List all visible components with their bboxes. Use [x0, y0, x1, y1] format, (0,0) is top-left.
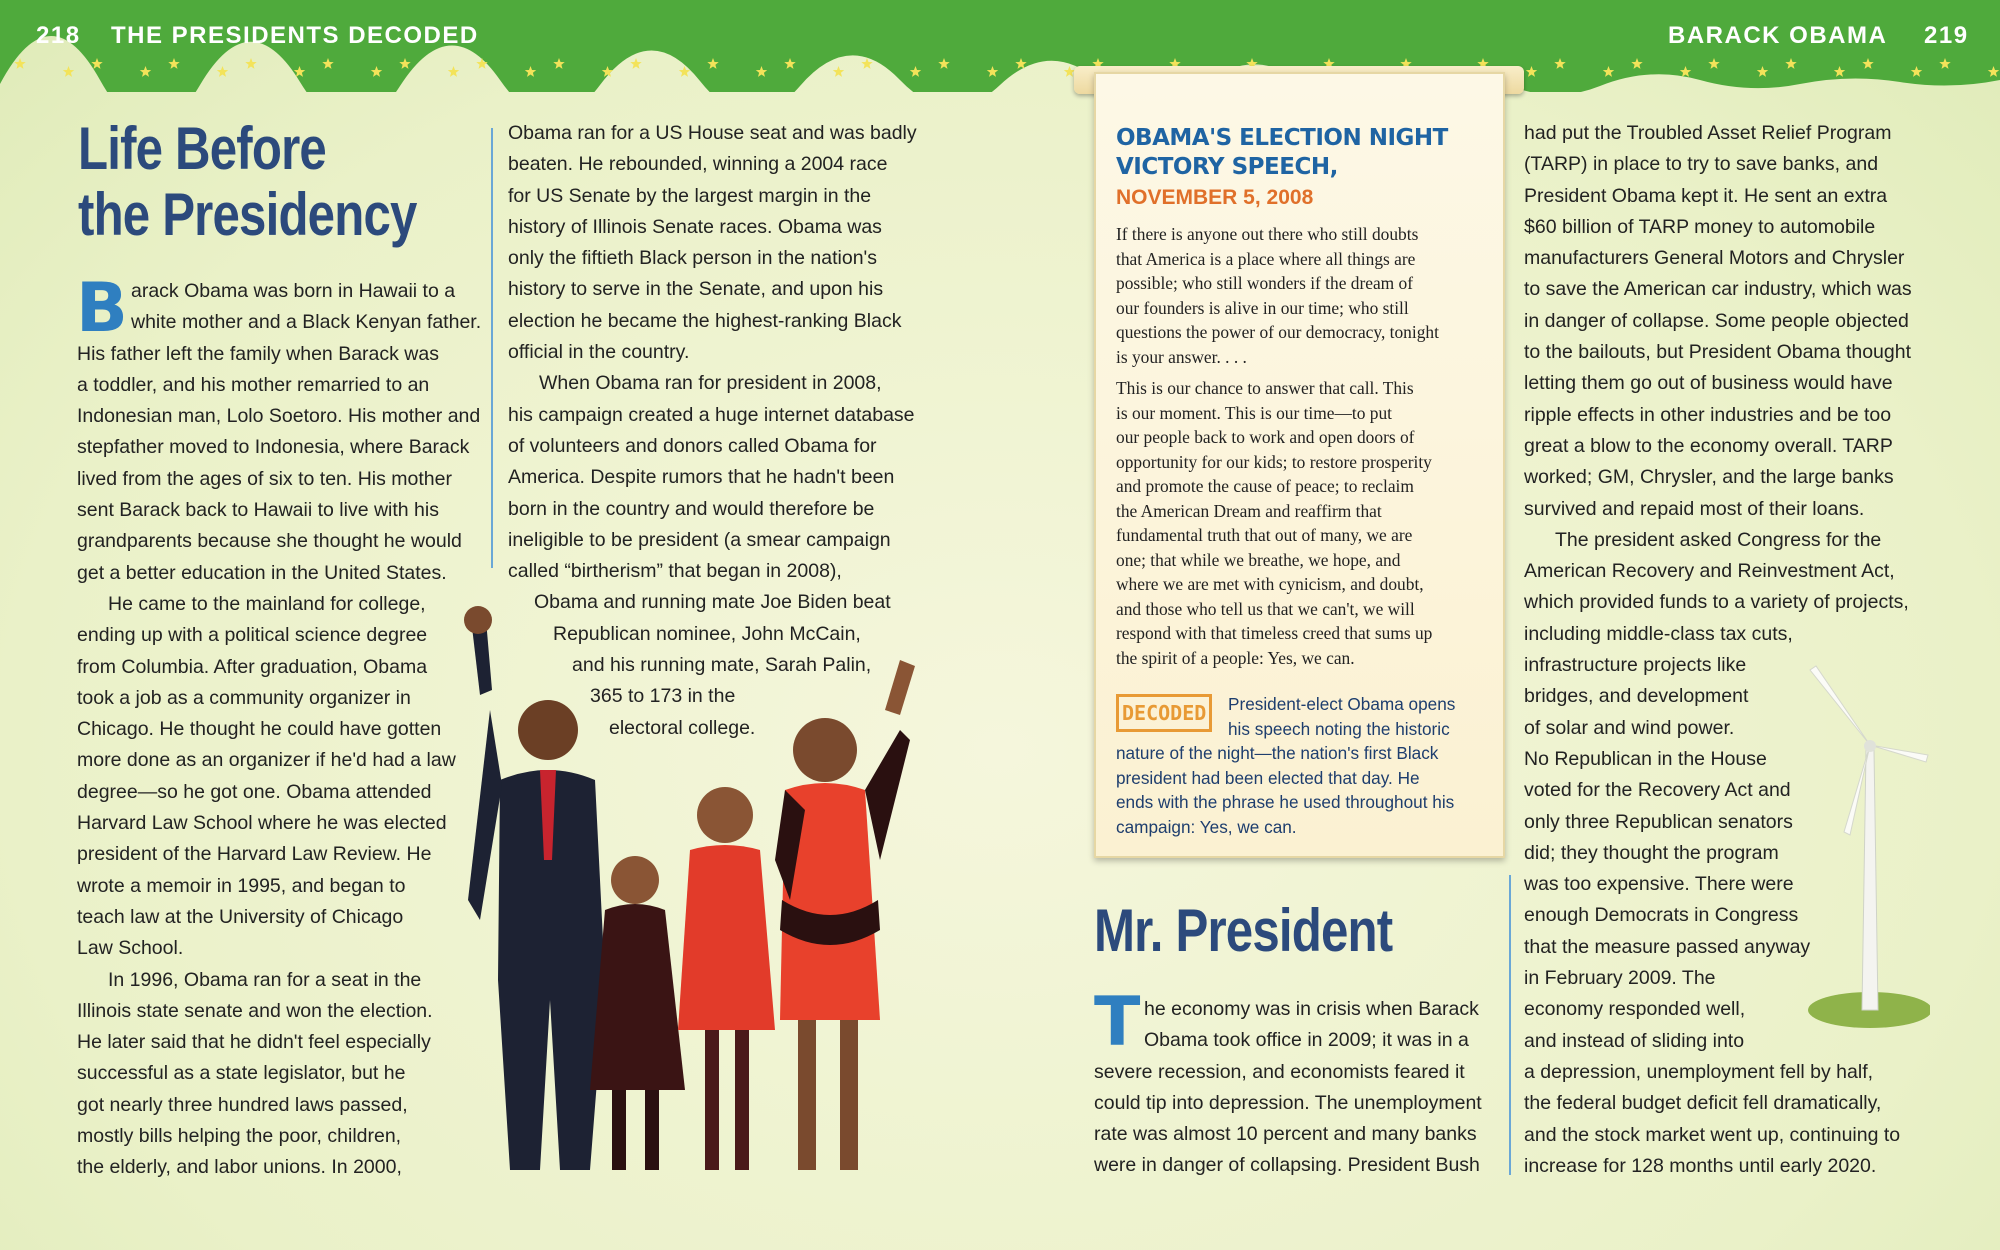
text-line: respond with that timeless creed that sums up — [1116, 623, 1433, 643]
text-line: and those who tell us that we can't, we will — [1116, 598, 1415, 619]
text-line: economy responded well, — [1524, 998, 1746, 1021]
text-line: where we are met with cynicism, and doubt, — [1116, 574, 1424, 594]
text-line: only the fiftieth Black person in the nation's — [508, 247, 878, 270]
text-line: could tip into depression. The unemployment — [1094, 1091, 1482, 1114]
text-line: sent Barack back to Hawaii to live with his — [77, 499, 439, 522]
text-line: (TARP) in place to try to save banks, and — [1524, 153, 1879, 176]
star-icon — [63, 66, 74, 77]
text-line: Law School. — [77, 937, 184, 960]
text-line: and instead of sliding into — [1524, 1029, 1745, 1052]
text-line: severe recession, and economists feared it — [1094, 1060, 1465, 1083]
text-line: was too expensive. There were — [1524, 873, 1794, 896]
speech-heading-line: OBAMA'S ELECTION NIGHT — [1116, 125, 1448, 151]
text-line: he economy was in crisis when Barack — [1144, 998, 1479, 1020]
speech-heading-line: VICTORY SPEECH, — [1116, 154, 1338, 180]
text-line: and the stock market went up, continuing to — [1524, 1123, 1901, 1146]
text-line: The president asked Congress for the — [1555, 528, 1882, 551]
star-icon — [833, 66, 844, 77]
text-line: our founders is alive in our time; who still — [1116, 297, 1409, 318]
page-number-left: 218 — [36, 22, 81, 49]
page-number-right: 219 — [1924, 22, 1969, 49]
section-title-mr-president: Mr. President — [1094, 897, 1393, 964]
text-line: the American Dream and reaffirm that — [1116, 500, 1382, 521]
text-line: No Republican in the House — [1524, 747, 1767, 770]
text-line: letting them go out of business would have — [1524, 372, 1893, 395]
text-line: his speech noting the historic — [1228, 718, 1450, 739]
text-line: His father left the family when Barack was — [77, 342, 439, 365]
text-line: election he became the highest-ranking Black — [508, 309, 902, 332]
text-line: in February 2009. The — [1524, 967, 1716, 990]
text-line: more done as an organizer if he'd had a law — [77, 749, 456, 772]
text-line: the federal budget deficit fell dramatically, — [1524, 1092, 1882, 1115]
text-line: infrastructure projects like — [1524, 654, 1747, 677]
text-line: our people back to work and open doors of — [1116, 427, 1415, 447]
text-line: his campaign created a huge internet database — [508, 403, 915, 426]
text-line: mostly bills helping the poor, children, — [77, 1125, 402, 1148]
text-line: worked; GM, Chrysler, and the large banks — [1524, 466, 1894, 489]
text-line: He later said that he didn't feel especially — [77, 1031, 431, 1054]
body-column-1 — [76, 269, 482, 1184]
text-line: He came to the mainland for college, — [108, 592, 426, 615]
text-line: to the bailouts, but President Obama thought — [1524, 341, 1912, 364]
speech-quote-2 — [1116, 376, 1432, 670]
text-line: is our moment. This is our time—to put — [1116, 402, 1392, 423]
drop-cap: B — [76, 269, 128, 348]
text-line: of volunteers and donors called Obama for — [508, 434, 877, 457]
text-line: survived and repaid most of their loans. — [1524, 497, 1865, 520]
section-title-life-before — [78, 116, 417, 248]
text-line: white mother and a Black Kenyan father. — [131, 311, 482, 334]
star-icon — [245, 58, 256, 69]
text-line: ripple effects in other industries and be too — [1524, 403, 1892, 426]
wind-turbine-illustration — [1790, 660, 1930, 1040]
book-title: THE PRESIDENTS DECODED — [111, 22, 479, 49]
text-line: to save the American car industry, which was — [1524, 278, 1912, 301]
column-divider — [1509, 875, 1511, 1175]
text-line: and his running mate, Sarah Palin, — [572, 654, 872, 677]
text-line: president had been elected that day. He — [1116, 767, 1420, 788]
text-line: stepfather moved to Indonesia, where Barack — [77, 436, 470, 459]
column-divider — [491, 128, 493, 568]
text-line: ineligible to be president (a smear campaign — [508, 528, 891, 551]
text-line: beaten. He rebounded, winning a 2004 race — [508, 153, 888, 176]
text-line: a depression, unemployment fell by half, — [1524, 1060, 1874, 1083]
star-icon — [217, 66, 228, 77]
body-column-3 — [1094, 983, 1482, 1182]
text-line: official in the country. — [508, 341, 690, 364]
decoded-stamp: DECODED — [1116, 694, 1212, 732]
text-line: only three Republican senators — [1524, 810, 1793, 833]
text-line: successful as a state legislator, but he — [77, 1062, 406, 1085]
text-line: voted for the Recovery Act and — [1524, 779, 1791, 802]
text-line: for US Senate by the largest margin in the — [508, 184, 872, 207]
text-line: got nearly three hundred laws passed, — [77, 1093, 408, 1116]
speech-callout-box — [1094, 72, 1505, 858]
text-line: nature of the night—the nation's first Black — [1116, 743, 1439, 763]
title-line: Life Before — [78, 115, 326, 182]
speech-quote-1 — [1116, 222, 1439, 369]
text-line: Indonesian man, Lolo Soetoro. His mother and — [77, 405, 481, 428]
text-line: grandparents because she thought he would — [77, 530, 462, 553]
text-line: degree—so he got one. Obama attended — [77, 780, 432, 803]
text-line: teach law at the University of Chicago — [77, 905, 404, 928]
text-line: Obama took office in 2009; it was in a — [1144, 1029, 1469, 1052]
text-line: In 1996, Obama ran for a seat in the — [108, 968, 422, 991]
text-line: opportunity for our kids; to restore prosperity — [1116, 451, 1432, 472]
text-line: $60 billion of TARP money to automobile — [1524, 215, 1876, 238]
text-line: arack Obama was born in Hawaii to a — [131, 280, 456, 302]
text-line: wrote a memoir in 1995, and began to — [77, 874, 406, 897]
speech-date: NOVEMBER 5, 2008 — [1116, 186, 1314, 209]
text-line: history to serve in the Senate, and upon his — [508, 278, 884, 301]
star-icon — [448, 66, 459, 77]
text-line: rate was almost 10 percent and many banks — [1094, 1123, 1477, 1146]
text-line: took a job as a community organizer in — [77, 686, 411, 709]
text-line: called “birtherism” that began in 2008), — [508, 560, 842, 583]
text-line: that the measure passed anyway — [1524, 935, 1811, 958]
text-line: did; they thought the program — [1524, 841, 1779, 864]
chapter-title: BARACK OBAMA — [1668, 22, 1888, 49]
text-line: fundamental truth that out of many, we are — [1116, 525, 1413, 545]
text-line: When Obama ran for president in 2008, — [539, 372, 882, 395]
text-line: history of Illinois Senate races. Obama was — [508, 215, 882, 238]
text-line: lived from the ages of six to ten. His mother — [77, 467, 452, 490]
text-line: increase for 128 months until early 2020. — [1524, 1154, 1877, 1177]
text-line: 365 to 173 in the — [590, 685, 736, 708]
star-icon — [861, 58, 872, 69]
title-line: the Presidency — [78, 181, 417, 248]
text-line: and promote the cause of peace; to reclaim — [1116, 476, 1414, 496]
text-line: America. Despite rumors that he hadn't been — [508, 466, 895, 489]
text-line: the spirit of a people: Yes, we can. — [1116, 647, 1355, 668]
text-line: of solar and wind power. — [1524, 716, 1735, 739]
text-line: campaign: Yes, we can. — [1116, 816, 1297, 837]
text-line: a toddler, and his mother remarried to an — [77, 373, 430, 396]
text-line: If there is anyone out there who still doubts — [1116, 224, 1419, 244]
text-line: President-elect Obama opens — [1228, 694, 1456, 714]
text-line: is your answer. . . . — [1116, 346, 1247, 367]
text-line: American Recovery and Reinvestment Act, — [1524, 560, 1895, 583]
text-line: the elderly, and labor unions. In 2000, — [77, 1156, 402, 1179]
text-line: ending up with a political science degree — [77, 624, 428, 647]
text-line: manufacturers General Motors and Chrysler — [1524, 247, 1905, 270]
text-line: This is our chance to answer that call. This — [1116, 378, 1414, 398]
text-line: ends with the phrase he used throughout his — [1116, 792, 1455, 812]
text-line: Republican nominee, John McCain, — [553, 622, 861, 645]
text-line: in danger of collapse. Some people objected — [1524, 309, 1909, 332]
text-line: from Columbia. After graduation, Obama — [77, 655, 428, 678]
text-line: were in danger of collapsing. President Bush — [1094, 1154, 1480, 1177]
text-line: enough Democrats in Congress — [1524, 904, 1799, 927]
text-line: questions the power of our democracy, tonight — [1116, 322, 1439, 342]
text-line: which provided funds to a variety of projects, — [1524, 591, 1909, 614]
text-line: electoral college. — [609, 716, 756, 739]
text-line: born in the country and would therefore be — [508, 497, 875, 520]
text-line: that America is a place where all things are — [1116, 248, 1416, 269]
text-line: had put the Troubled Asset Relief Program — [1524, 122, 1892, 144]
speech-heading — [1116, 124, 1448, 182]
text-line: get a better education in the United States. — [77, 561, 447, 584]
text-line: possible; who still wonders if the dream of — [1116, 273, 1414, 293]
obama-family-illustration — [430, 600, 950, 1180]
text-line: Chicago. He thought he could have gotten — [77, 718, 442, 741]
text-line: President Obama kept it. He sent an extra — [1524, 184, 1888, 207]
text-line: Obama and running mate Joe Biden beat — [534, 591, 891, 614]
decoded-explanation — [1116, 692, 1454, 839]
star-icon — [630, 58, 641, 69]
star-icon — [14, 58, 25, 69]
text-line: president of the Harvard Law Review. He — [77, 843, 432, 866]
text-line: Obama ran for a US House seat and was badly — [508, 122, 917, 144]
text-line: Illinois state senate and won the election. — [77, 999, 433, 1022]
drop-cap: T — [1094, 983, 1141, 1062]
text-line: great a blow to the economy overall. TARP — [1524, 434, 1893, 457]
text-line: including middle-class tax cuts, — [1524, 622, 1793, 645]
text-line: Harvard Law School where he was elected — [77, 812, 447, 835]
text-line: bridges, and development — [1524, 685, 1749, 708]
text-line: one; that while we breathe, we hope, and — [1116, 549, 1401, 570]
